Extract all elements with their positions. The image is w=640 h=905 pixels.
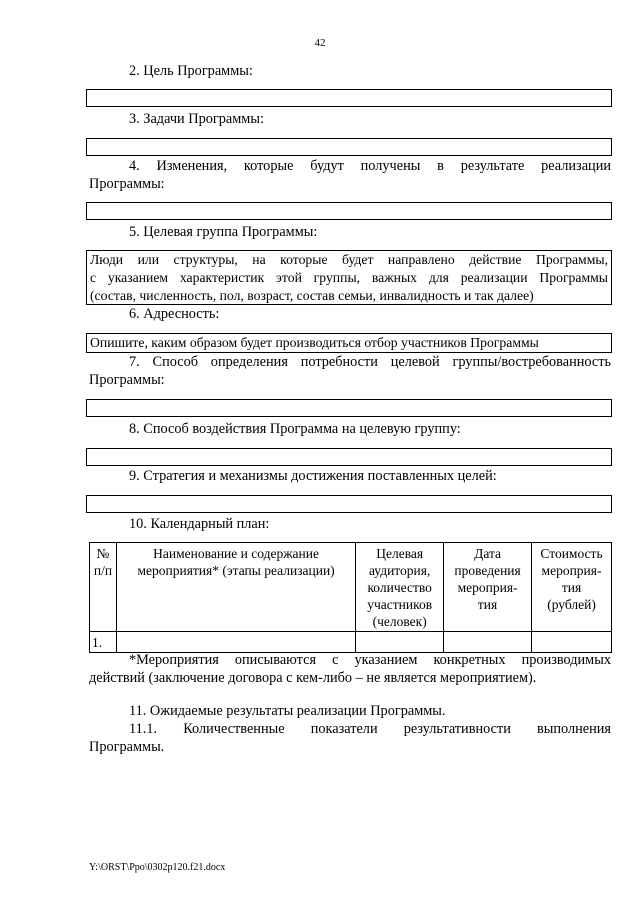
- section-7-heading-line2: Программы:: [89, 372, 165, 388]
- row-date-cell[interactable]: [444, 632, 532, 653]
- col-header-audience: [356, 543, 444, 632]
- section-5-box-line1: Люди или структуры, на которые будет направлено действие Программы,: [90, 252, 608, 267]
- col-header-date: [444, 543, 532, 632]
- section-9-input-box[interactable]: [86, 495, 612, 513]
- section-8-input-box[interactable]: [86, 448, 612, 466]
- footnote-line1: *Мероприятия описываются с указанием конкретных производимых: [129, 652, 611, 668]
- col-header-date-line: Дата: [474, 546, 502, 561]
- row-name-cell[interactable]: [116, 632, 355, 653]
- footer-file-path: Y:\ORST\Ppo\0302p120.f21.docx: [89, 862, 226, 873]
- col-header-audience-line: количество: [367, 580, 432, 595]
- col-header-date-line: проведения: [454, 563, 521, 578]
- section-11-heading: 11. Ожидаемые результаты реализации Программы.: [129, 703, 446, 719]
- section-8-heading: 8. Способ воздействия Программа на целевую группу:: [129, 421, 461, 437]
- section-10-heading: 10. Календарный план:: [129, 516, 270, 532]
- section-6-heading: 6. Адресность:: [129, 306, 220, 322]
- section-2-input-box[interactable]: [86, 89, 612, 107]
- col-header-cost: [532, 543, 612, 632]
- row-audience-cell[interactable]: [356, 632, 444, 653]
- col-header-cost-line: тия: [561, 580, 582, 595]
- section-7-input-box[interactable]: [86, 399, 612, 417]
- page-number: 42: [314, 37, 326, 49]
- section-6-input-box[interactable]: [86, 333, 612, 353]
- section-5-box-line2: с указанием характеристик этой группы, важных для реализации Программы: [90, 270, 608, 285]
- section-11-1-line1: 11.1. Количественные показатели результативности выполнения: [129, 721, 611, 737]
- section-6-box-text: Опишите, каким образом будет производиться отбор участников Программы: [90, 335, 539, 350]
- section-3-input-box[interactable]: [86, 138, 612, 156]
- calendar-table-header-row: [90, 543, 612, 632]
- section-4-input-box[interactable]: [86, 202, 612, 220]
- col-header-audience-line: участников: [367, 597, 433, 612]
- row-cost-cell[interactable]: [532, 632, 612, 653]
- col-header-num-line: №: [96, 546, 110, 561]
- section-9-heading: 9. Стратегия и механизмы достижения поставленных целей:: [129, 468, 497, 484]
- col-header-name-line: мероприятия* (этапы реализации): [137, 563, 335, 578]
- col-header-name: [116, 543, 355, 632]
- col-header-cost-line: Стоимость: [540, 546, 603, 561]
- section-3-heading: 3. Задачи Программы:: [129, 111, 264, 127]
- col-header-cost-line: (рублей): [547, 597, 596, 612]
- section-5-heading: 5. Целевая группа Программы:: [129, 224, 318, 240]
- section-4-heading-line2: Программы:: [89, 176, 165, 192]
- calendar-table: [89, 542, 612, 653]
- col-header-audience-line: аудитория,: [369, 563, 431, 578]
- col-header-audience-line: Целевая: [376, 546, 424, 561]
- row-num-cell: 1.: [90, 632, 117, 653]
- col-header-audience-line: (человек): [372, 614, 427, 629]
- section-11-1-line2: Программы.: [89, 739, 165, 755]
- section-7-heading-line1: 7. Способ определения потребности целевой группы/востребованность: [129, 354, 611, 370]
- section-4-heading-line1: 4. Изменения, которые будут получены в результате реализации: [129, 158, 611, 174]
- section-5-box-line3: (состав, численность, пол, возраст, состав семьи, инвалидность и так далее): [90, 288, 534, 303]
- col-header-name-line: Наименование и содержание: [153, 546, 319, 561]
- col-header-date-line: мероприя-: [457, 580, 518, 595]
- section-5-input-box[interactable]: [86, 250, 612, 305]
- footnote-line2: действий (заключение договора с кем-либо – не является мероприятием).: [89, 670, 537, 686]
- col-header-num: [90, 543, 117, 632]
- table-row: [90, 632, 612, 653]
- col-header-cost-line: мероприя-: [541, 563, 602, 578]
- section-2-heading: 2. Цель Программы:: [129, 63, 253, 79]
- col-header-num-line: п/п: [93, 563, 113, 578]
- col-header-date-line: тия: [477, 597, 498, 612]
